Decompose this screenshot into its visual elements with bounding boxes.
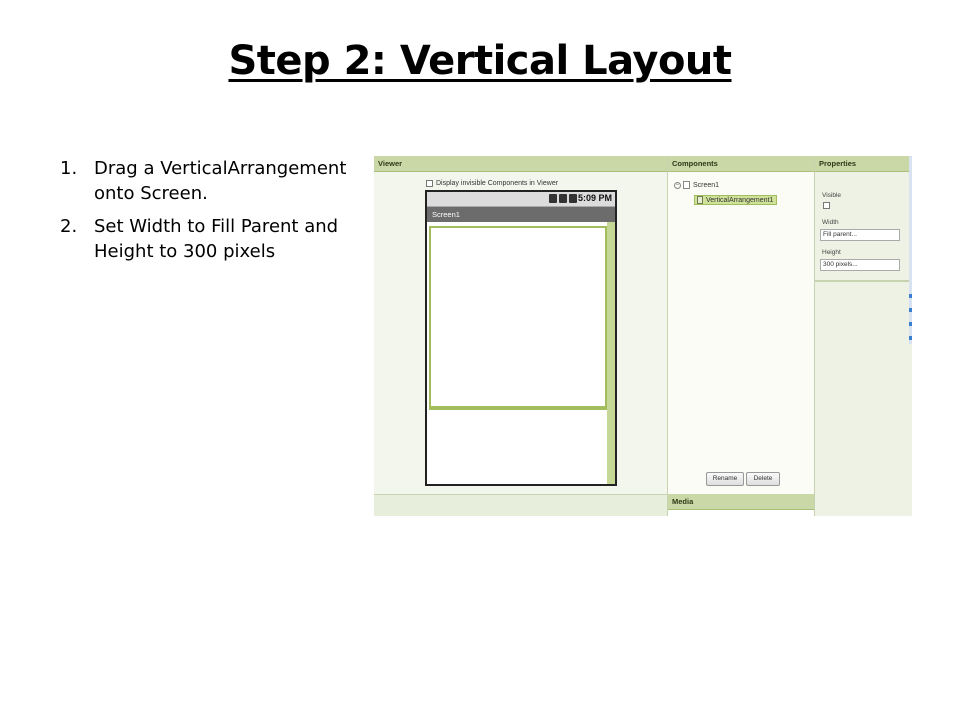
media-header: Media (668, 494, 815, 510)
phone-scrollbar[interactable] (607, 222, 615, 484)
delete-button[interactable]: Delete (746, 472, 780, 486)
arrangement-divider (429, 408, 607, 410)
step-text: Drag a VerticalArrangement onto Screen. (94, 158, 347, 204)
slide-title: Step 2: Vertical Layout (228, 38, 732, 84)
step-item (60, 214, 360, 264)
tree-item-label: Screen1 (693, 181, 720, 189)
step-number: 1. (60, 158, 78, 179)
collapse-icon[interactable]: − (675, 181, 680, 188)
display-invisible-row[interactable] (426, 180, 558, 187)
display-invisible-label: Display invisible Components in Viewer (436, 180, 559, 187)
rename-button[interactable]: Rename (706, 472, 744, 486)
display-invisible-checkbox[interactable] (426, 180, 433, 187)
vertical-arrangement-preview[interactable] (429, 226, 607, 408)
phone-preview (425, 190, 617, 486)
step-number: 2. (60, 216, 78, 237)
step-item (60, 156, 360, 206)
arrangement-icon (697, 196, 703, 204)
signal-icon (549, 194, 557, 203)
viewer-footer (374, 494, 667, 516)
tree-item-label: VerticalArrangement1 (706, 196, 774, 204)
properties-divider (815, 280, 912, 282)
visible-checkbox[interactable] (823, 202, 830, 209)
step-text: Set Width to Fill Parent and Height to 300 pixels (94, 216, 339, 262)
height-label: Height (822, 249, 841, 256)
bars-icon (559, 194, 567, 203)
visible-label: Visible (822, 192, 842, 199)
width-field[interactable]: Fill parent... (820, 229, 900, 241)
screen-icon (683, 181, 690, 189)
components-panel (668, 172, 815, 494)
clock-text: 5:09 PM (577, 193, 612, 203)
edge-mark (909, 336, 912, 340)
properties-header: Properties (815, 156, 912, 172)
tree-item-screen1[interactable] (674, 181, 719, 189)
viewer-header: Viewer (374, 156, 667, 172)
edge-mark (909, 294, 912, 298)
phone-status-bar (427, 192, 615, 207)
battery-icon (569, 194, 577, 203)
height-field[interactable]: 300 pixels... (820, 259, 900, 271)
tree-item-verticalarrangement1[interactable] (694, 195, 777, 205)
edge-mark (909, 322, 912, 326)
steps-list (60, 156, 360, 272)
components-header: Components (668, 156, 815, 172)
edge-mark (909, 308, 912, 312)
screen-title-bar: Screen1 (427, 207, 615, 222)
width-label: Width (822, 219, 839, 226)
app-inventor-screenshot (374, 156, 912, 516)
window-edge (909, 156, 912, 344)
